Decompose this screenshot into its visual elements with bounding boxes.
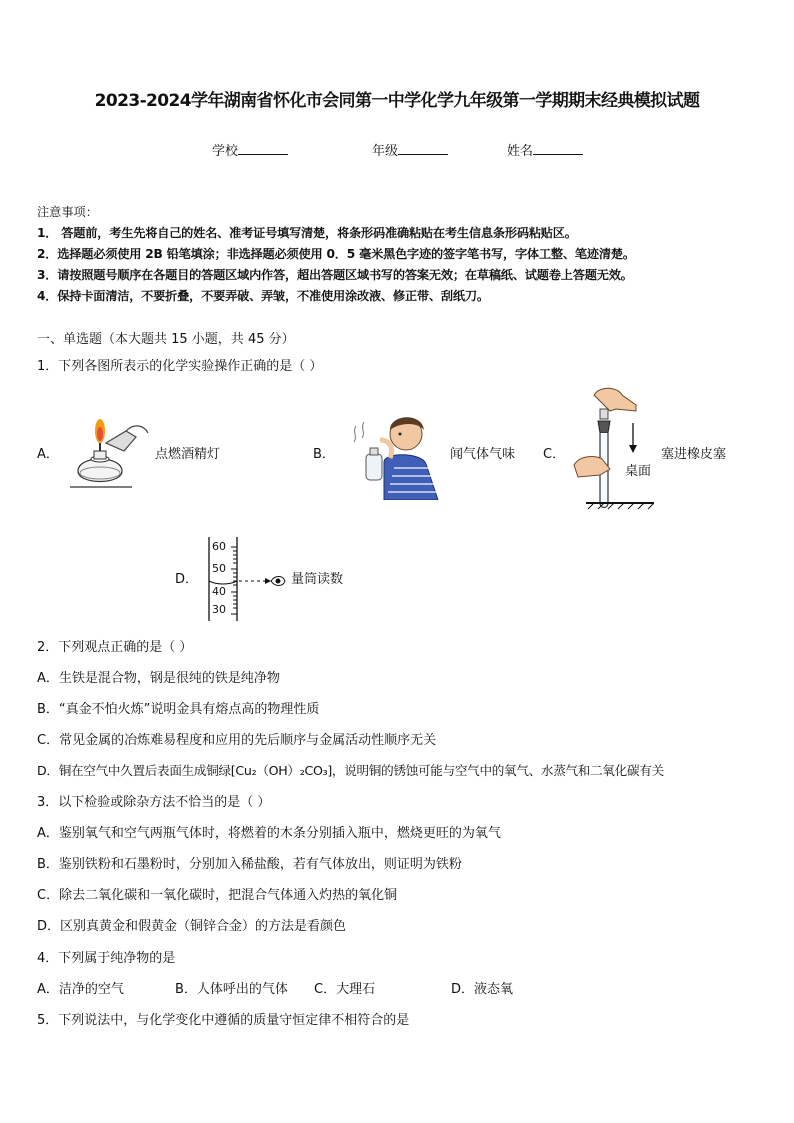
cylinder-tick-label: 30 xyxy=(212,603,226,616)
school-field[interactable] xyxy=(212,140,288,159)
grade-field[interactable] xyxy=(372,140,448,159)
page-title: 2023-2024学年湖南省怀化市会同第一中学化学九年级第一学期期末经典模拟试题 xyxy=(94,91,700,111)
smelling-gas-figure xyxy=(344,400,444,500)
q2-option-c[interactable]: C．常见金属的冶炼难易程度和应用的先后顺序与金属活动性顺序无关 xyxy=(37,733,437,748)
cylinder-tick-label: 60 xyxy=(212,540,226,553)
question-5-stem: 5．下列说法中，与化学变化中遵循的质量守恒定律不相符合的是 xyxy=(37,1013,410,1028)
notice-item: 2．选择题必须使用 2B 铅笔填涂；非选择题必须使用 0．5 毫米黑色字迹的签字笔书写，字体工整、笔迹清楚。 xyxy=(37,247,635,261)
school-blank[interactable] xyxy=(238,142,288,155)
question-4-stem: 4．下列属于纯净物的是 xyxy=(37,951,176,966)
grade-label: 年级 xyxy=(372,144,399,159)
q1-option-d-letter[interactable]: D． xyxy=(175,572,199,587)
name-label: 姓名 xyxy=(507,144,534,159)
q1-option-b-letter[interactable]: B． xyxy=(313,447,335,462)
q4-option-b[interactable]: B．人体呼出的气体 xyxy=(175,982,288,997)
alcohol-lamp-lighting-figure xyxy=(64,403,156,495)
question-3-stem: 3．以下检验或除杂方法不恰当的是（ ） xyxy=(37,795,271,810)
q1-option-c-caption: 塞进橡皮塞 xyxy=(661,447,727,462)
grade-blank[interactable] xyxy=(398,142,448,155)
name-field[interactable] xyxy=(507,140,583,159)
q2-option-b[interactable]: B．“真金不怕火炼”说明金具有熔点高的物理性质 xyxy=(37,702,320,717)
q1-option-c-desk-label: 桌面 xyxy=(625,464,652,479)
q4-option-d[interactable]: D．液态氧 xyxy=(451,982,514,997)
q3-option-b[interactable]: B．鉴别铁粉和石墨粉时，分别加入稀盐酸，若有气体放出，则证明为铁粉 xyxy=(37,857,462,872)
cylinder-tick-label: 40 xyxy=(212,585,226,598)
cylinder-tick-label: 50 xyxy=(212,562,226,575)
q2-option-a[interactable]: A．生铁是混合物，钢是很纯的铁是纯净物 xyxy=(37,671,280,686)
question-2-stem: 2．下列观点正确的是（ ） xyxy=(37,640,193,655)
notice-item: 4．保持卡面清洁，不要折叠，不要弄破、弄皱，不准使用涂改液、修正带、刮纸刀。 xyxy=(37,289,489,303)
q1-option-b-caption: 闻气体气味 xyxy=(450,447,516,462)
q4-options-row xyxy=(37,978,597,996)
section-heading: 一、单选题（本大题共 15 小题，共 45 分） xyxy=(37,332,295,347)
q1-option-c-letter[interactable]: C． xyxy=(543,447,566,462)
graduated-cylinder-figure xyxy=(205,537,293,623)
q1-option-a-caption: 点燃酒精灯 xyxy=(155,447,221,462)
question-1-stem: 1．下列各图所表示的化学实验操作正确的是（ ） xyxy=(37,359,323,374)
name-blank[interactable] xyxy=(533,142,583,155)
test-tube-stopper-figure xyxy=(570,385,654,513)
notice-item: 1． 答题前，考生先将自己的姓名、准考证号填写清楚，将条形码准确粘贴在考生信息条形码粘贴区。 xyxy=(37,226,577,240)
q4-option-a[interactable]: A．洁净的空气 xyxy=(37,982,124,997)
q4-option-c[interactable]: C．大理石 xyxy=(314,982,376,997)
notice-heading: 注意事项： xyxy=(37,205,98,219)
q3-option-a[interactable]: A．鉴别氧气和空气两瓶气体时，将燃着的木条分别插入瓶中，燃烧更旺的为氧气 xyxy=(37,826,501,841)
q2-option-d[interactable]: D．铜在空气中久置后表面生成铜绿[Cu₂（OH）₂CO₃]，说明铜的锈蚀可能与空气中的氧气、水蒸气和二氧化碳有关 xyxy=(37,763,664,778)
notice-block xyxy=(37,202,635,307)
q1-option-d-caption: 量筒读数 xyxy=(291,572,344,587)
q3-option-c[interactable]: C．除去二氧化碳和一氧化碳时，把混合气体通入灼热的氧化铜 xyxy=(37,888,398,903)
q1-option-a-letter[interactable]: A． xyxy=(37,447,59,462)
notice-item: 3．请按照题号顺序在各题目的答题区域内作答，超出答题区域书写的答案无效；在草稿纸、试题卷上答题无效。 xyxy=(37,268,633,282)
q3-option-d[interactable]: D．区别真黄金和假黄金（铜锌合金）的方法是看颜色 xyxy=(37,919,347,934)
school-label: 学校 xyxy=(212,144,239,159)
